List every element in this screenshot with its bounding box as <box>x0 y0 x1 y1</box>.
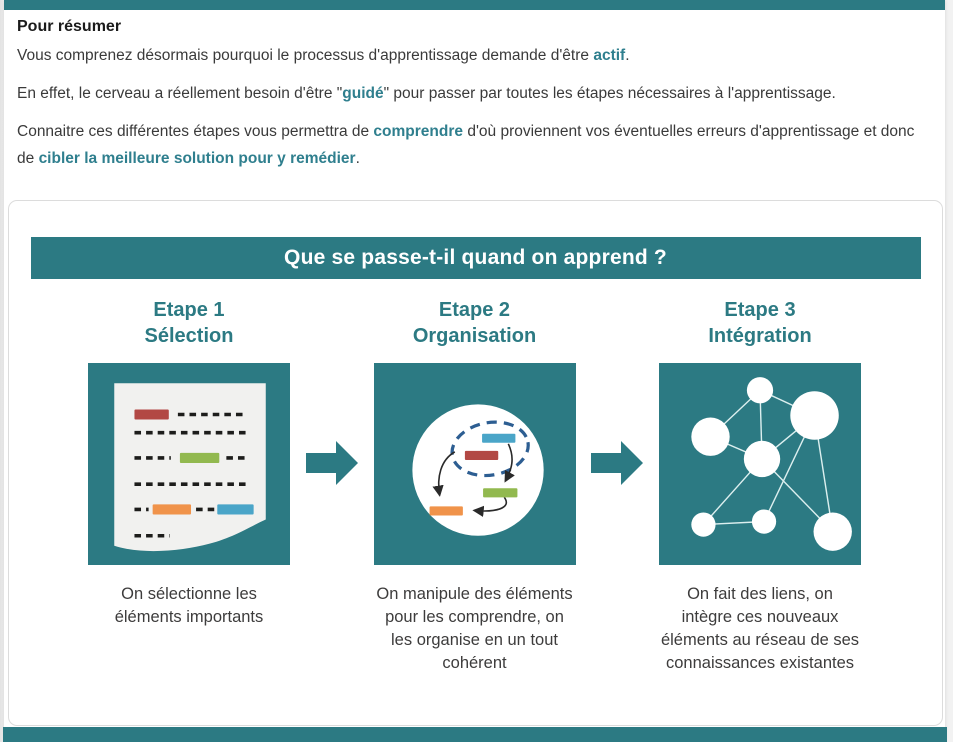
step-caption: On fait des liens, on intègre ces nouveaux éléments au réseau de ses connaissances existantes <box>660 585 860 672</box>
step-label: Etape 1 <box>153 299 225 321</box>
step-column-organisation <box>373 297 577 675</box>
bottom-accent-bar <box>3 727 947 742</box>
step-caption: On sélectionne les éléments importants <box>114 585 264 626</box>
arrow-right-icon <box>306 441 358 485</box>
summary-paragraphs <box>17 42 935 172</box>
summary-section <box>17 18 935 183</box>
page-container <box>4 0 945 742</box>
summary-paragraph: En effet, le cerveau a réellement besoin d'être "guidé" pour passer par toutes les étapes nécessaires à l'apprentissage. <box>17 85 836 102</box>
document-selection-illustration <box>87 363 291 565</box>
diagram-card <box>8 200 943 726</box>
top-accent-bar <box>4 0 945 10</box>
step-caption: On manipule des éléments pour les comprendre, on les organise en un tout cohérent <box>376 585 573 672</box>
step-name: Intégration <box>708 325 812 347</box>
step-label: Etape 2 <box>438 299 511 321</box>
step-label: Etape 3 <box>724 299 796 321</box>
diagram-header: Que se passe-t-il quand on apprend ? <box>31 237 921 279</box>
step-column-selection <box>87 297 291 629</box>
step-column-integration <box>658 297 862 675</box>
arrow-right-icon <box>591 441 643 485</box>
organisation-illustration <box>373 363 577 565</box>
step-title <box>145 297 234 349</box>
step-name: Organisation <box>412 325 537 347</box>
step-name: Sélection <box>144 325 234 347</box>
steps-row <box>9 297 942 675</box>
network-integration-illustration <box>658 363 862 565</box>
summary-paragraph: Connaitre ces différentes étapes vous permettra de comprendre d'où proviennent vos éventuelles erreurs d'apprentissage et donc de cibler la meilleure solution pour y remédier. <box>17 123 915 167</box>
step-title <box>413 297 536 349</box>
summary-paragraph: Vous comprenez désormais pourquoi le processus d'apprentissage demande d'être actif. <box>17 47 630 64</box>
step-title <box>708 297 811 349</box>
summary-title: Pour résumer <box>17 18 122 35</box>
